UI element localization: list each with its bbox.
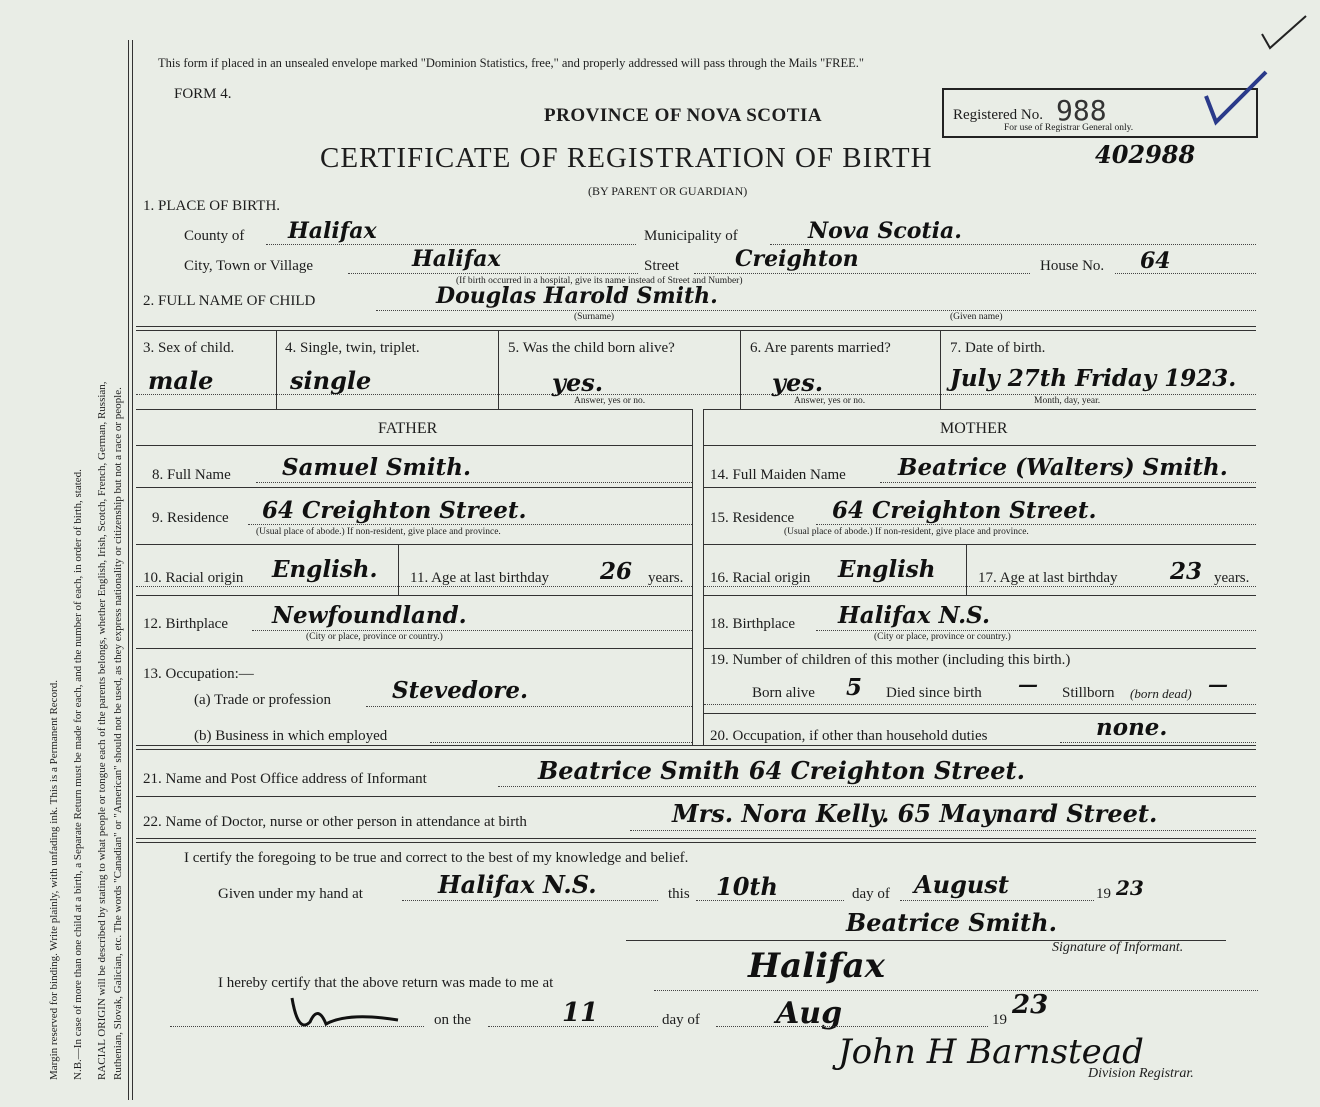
county-value: Halifax [288,218,377,244]
margin-rule-2 [132,40,133,1100]
margin-note-binding: Margin reserved for binding. Write plainly, with unfading ink. This is a Permanent Record. [48,680,60,1080]
stillborn-label: Stillborn [1062,685,1115,701]
married-value: yes. [772,368,824,397]
father-birthplace-value: Newfoundland. [272,602,467,629]
alive-answer-note: Answer, yes or no. [574,396,646,406]
father-residence-note: (Usual place of abode.) If non-resident, give place and province. [256,527,501,537]
sex-label: 3. Sex of child. [143,340,235,356]
center-divider-2 [703,409,704,745]
informant-value: Beatrice Smith 64 Creighton Street. [538,756,1025,785]
given-day: 10th [716,872,778,901]
street-value: Creighton [735,246,859,272]
registered-label: Registered No. [953,107,1043,123]
stillborn-value: — [1208,672,1228,696]
father-top-rule [136,409,692,410]
born-alive-label: Born alive [752,685,815,701]
father-heading: FATHER [378,420,438,437]
date-value: July 27th Friday 1923. [950,365,1237,392]
mother-years: years. [1214,570,1250,586]
occupation-label: 13. Occupation:— [143,666,254,682]
mother-birthplace-label: 18. Birthplace [710,616,795,632]
margin-note-nb: N.B.—In case of more than one child at a birth, a Separate Return must be made for each, and the number of each, in order of birth, stated. [72,469,84,1080]
father-birthplace-line [252,630,692,631]
county-label: County of [184,228,245,244]
mother-racial-label: 16. Racial origin [710,570,811,586]
form-number: FORM 4. [174,86,232,102]
doctor-line [630,830,1256,831]
center-divider [692,409,693,745]
certificate-subtitle: (BY PARENT OR GUARDIAN) [588,184,748,198]
mother-birthplace-note: (City or place, province or country.) [874,632,1011,642]
mother-row16-rule [704,595,1256,596]
registrar-note: For use of Registrar General only. [1004,123,1134,133]
section-rule [136,326,1256,327]
municipality-line [770,244,1256,245]
doctor-rule [136,838,1256,839]
house-value: 64 [1140,248,1171,274]
died-label: Died since birth [886,685,982,701]
mother-occupation-line [1060,742,1256,743]
mother-name-label: 14. Full Maiden Name [710,467,846,483]
father-residence-value: 64 Creighton Street. [262,497,527,524]
informant-line [498,786,1256,787]
stamp-number: 402988 [1095,140,1196,169]
certify-text: I certify the foregoing to be true and correct to the best of my knowledge and belief. [184,850,689,866]
registrar-place: Halifax [748,946,885,986]
given-year-prefix: 19 [1096,886,1111,902]
registrar-name-line [170,1026,424,1027]
given-month: August [914,870,1009,899]
given-month-line [900,900,1094,901]
married-answer-note: Answer, yes or no. [794,396,866,406]
registrar-certify-text: I hereby certify that the above return was made to me at [218,975,554,991]
registrar-month: Aug [776,996,843,1031]
born-alive-line [704,704,1256,705]
mother-heading: MOTHER [940,420,1008,437]
given-year: 23 [1116,876,1144,900]
business-line [430,742,692,743]
registrar-day: 11 [562,998,599,1028]
child-name-value: Douglas Harold Smith. [436,283,718,309]
mother-residence-value: 64 Creighton Street. [832,497,1097,524]
single-label: 4. Single, twin, triplet. [285,340,420,356]
mother-occupation-value: none. [1096,714,1168,741]
mother-residence-label: 15. Residence [710,510,795,526]
given-place: Halifax N.S. [438,870,597,899]
registrar-signature: John H Barnstead [838,1032,1144,1072]
given-place-line [402,900,658,901]
father-row9-rule [136,544,692,545]
father-row12-rule [136,648,692,649]
mother-row15-rule [704,544,1256,545]
father-age-value: 26 [600,558,633,585]
informant-signature: Beatrice Smith. [846,908,1057,937]
mother-racial-divider [966,545,967,595]
margin-note-racial-cont: Ruthenian, Slovak, Galician, etc. The words "Canadian" or "American" should not be used, as they express nationality or citizenship but not a race or people. [112,387,124,1080]
father-racial-line [136,586,692,587]
col-divider-4 [940,331,941,409]
mother-birthplace-value: Halifax N.S. [838,602,990,629]
county-line [266,244,636,245]
given-label: Given under my hand at [218,886,363,902]
row3-line [136,394,1256,395]
mother-racial-value: English [838,556,936,583]
registrar-year: 23 [1012,990,1049,1020]
trade-line [366,706,692,707]
trade-value: Stevedore. [392,677,529,704]
registrar-day-of-label: day of [662,1012,700,1028]
father-row10-rule [136,595,692,596]
section-rule-2 [136,330,1256,331]
child-name-label: 2. FULL NAME OF CHILD [143,293,316,309]
signature-label: Signature of Informant. [1052,940,1184,955]
father-racial-value: English. [272,556,378,583]
registered-value: 988 [1056,94,1107,127]
father-residence-line [248,524,692,525]
father-residence-label: 9. Residence [152,510,229,526]
father-row8-rule [136,487,692,488]
parents-bottom-rule [136,745,1256,746]
father-racial-divider [398,545,399,595]
alive-value: yes. [552,368,604,397]
mother-row18-rule [704,648,1256,649]
mother-name-value: Beatrice (Walters) Smith. [898,454,1228,481]
this-label: this [668,886,690,902]
mother-occupation-label: 20. Occupation, if other than household duties [710,728,988,744]
city-value: Halifax [412,246,501,272]
father-name-value: Samuel Smith. [282,454,471,481]
father-name-label: 8. Full Name [152,467,231,483]
born-alive-value: 5 [846,674,863,701]
col-divider-1 [276,331,277,409]
mother-row19-rule [704,713,1256,714]
trade-label: (a) Trade or profession [194,692,332,708]
mother-racial-line [704,586,1256,587]
check-mark-icon [1260,12,1310,52]
mother-birthplace-line [816,630,1256,631]
alive-label: 5. Was the child born alive? [508,340,675,356]
registered-check-icon [1202,66,1272,126]
given-name-note: (Given name) [950,312,1003,322]
place-of-birth-heading: 1. PLACE OF BIRTH. [143,198,281,214]
stillborn-note: (born dead) [1130,686,1192,701]
father-birthplace-label: 12. Birthplace [143,616,228,632]
date-label: 7. Date of birth. [950,340,1046,356]
house-label: House No. [1040,258,1105,274]
col-divider-3 [740,331,741,409]
street-label: Street [644,258,679,274]
date-note: Month, day, year. [1034,396,1101,406]
father-racial-label: 10. Racial origin [143,570,244,586]
father-heading-rule [136,445,692,446]
given-day-line [696,900,844,901]
mother-heading-rule [704,445,1256,446]
city-label: City, Town or Village [184,258,314,274]
mother-row14-rule [704,487,1256,488]
certificate-title: CERTIFICATE OF REGISTRATION OF BIRTH [320,142,933,174]
mother-age-label: 17. Age at last birthday [978,570,1118,586]
business-label: (b) Business in which employed [194,728,388,744]
registrar-signature-label: Division Registrar. [1088,1066,1194,1081]
father-age-label: 11. Age at last birthday [410,570,549,586]
hospital-note: (If birth occurred in a hospital, give its name instead of Street and Number) [456,276,743,286]
registrar-day-line [488,1026,658,1027]
registrar-month-line [716,1026,988,1027]
mother-age-value: 23 [1170,558,1203,585]
doctor-rule-2 [136,842,1256,843]
registrar-scribble-icon [288,994,418,1034]
single-value: single [290,366,372,395]
municipality-value: Nova Scotia. [808,218,962,244]
mother-children-label: 19. Number of children of this mother (including this birth.) [710,652,1071,668]
parents-bottom-rule-2 [136,749,1256,750]
mother-name-line [880,482,1256,483]
on-the-label: on the [434,1012,472,1028]
province-heading: PROVINCE OF NOVA SCOTIA [544,105,823,126]
surname-note: (Surname) [574,312,615,322]
died-value: — [1018,672,1038,696]
doctor-value: Mrs. Nora Kelly. 65 Maynard Street. [672,799,1158,828]
margin-rule [128,40,129,1100]
mother-residence-line [816,524,1256,525]
child-name-line [376,310,1256,311]
house-line [1115,273,1256,274]
col-divider-2 [498,331,499,409]
sex-value: male [148,366,214,395]
father-name-line [256,482,692,483]
married-label: 6. Are parents married? [750,340,891,356]
street-line [694,273,1030,274]
informant-label: 21. Name and Post Office address of Informant [143,771,427,787]
municipality-label: Municipality of [644,228,738,244]
informant-rule [136,796,1256,797]
father-birthplace-note: (City or place, province or country.) [306,632,443,642]
registrar-year-prefix: 19 [992,1012,1007,1028]
mother-residence-note: (Usual place of abode.) If non-resident, give place and province. [784,527,1029,537]
margin-note-racial: RACIAL ORIGIN will be described by stating to what people or tongue each of the parents belongs, whether English, Irish, Scotch, French, German, Russian, [96,381,108,1080]
father-years: years. [648,570,684,586]
given-day-label: day of [852,886,890,902]
mother-top-rule [704,409,1256,410]
registrar-place-line [654,990,1258,991]
mail-notice: This form if placed in an unsealed envelope marked "Dominion Statistics, free," and properly addressed will pass through the Mails "FREE." [158,56,865,70]
doctor-label: 22. Name of Doctor, nurse or other person in attendance at birth [143,814,527,830]
city-line [348,273,638,274]
